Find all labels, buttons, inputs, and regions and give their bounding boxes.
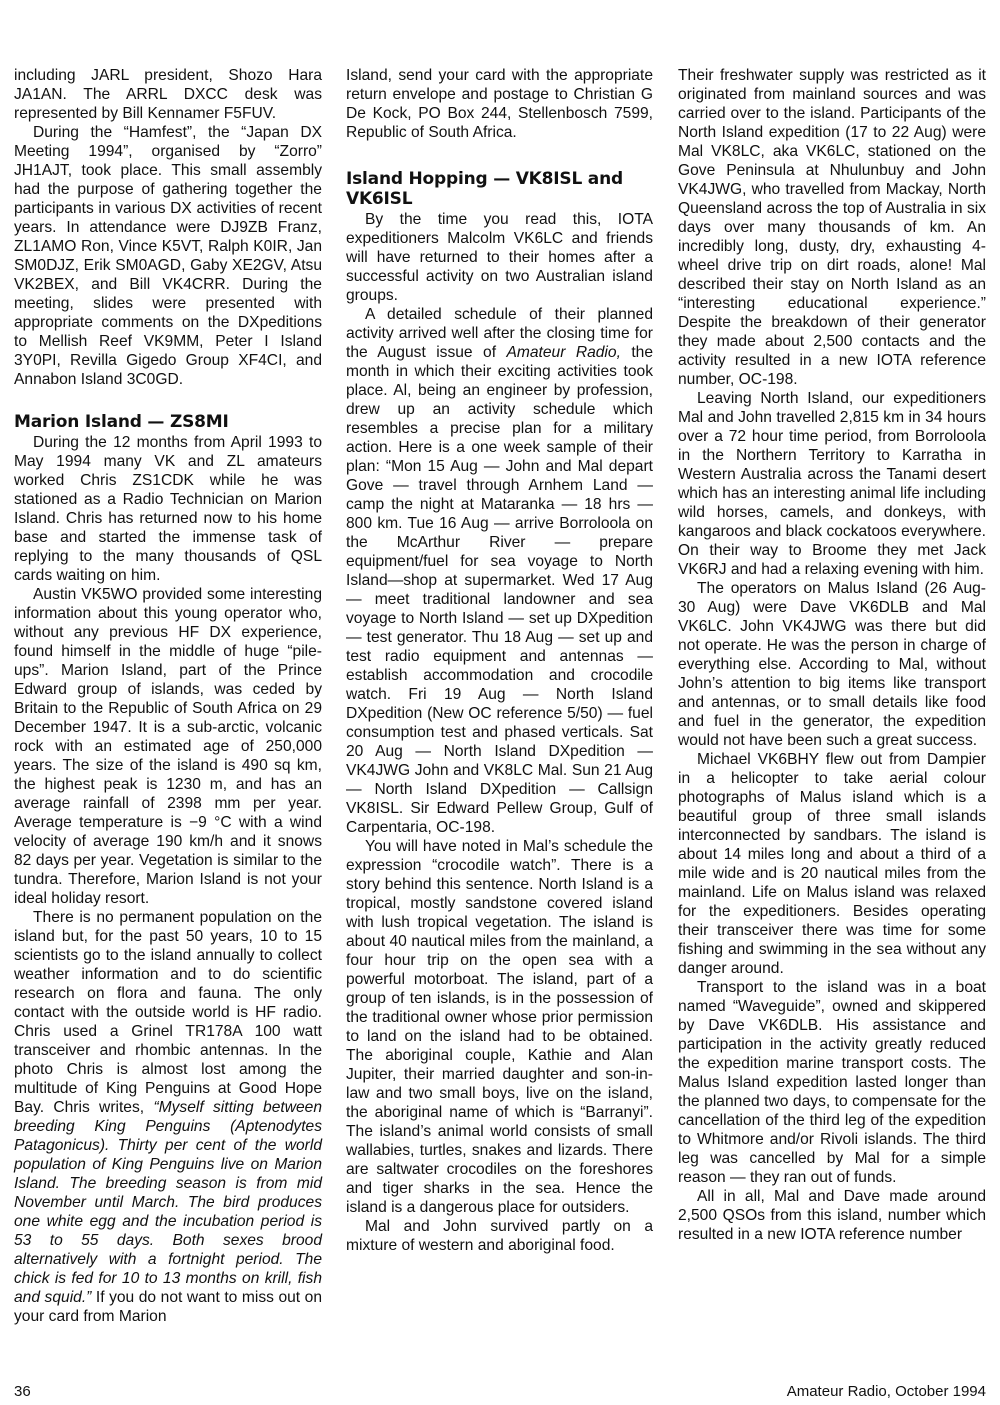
text-run: There is no permanent population on the island but, for the past 50 years, 10 to 15 scientists go to the island annually to collect weather information and to do scientific research on flora and fauna. The only contact with the outside world is HF radio. Chris used a Grinel TR178A 100 watt transceiver and rhombic antennas. In the photo Chris is almost lost among the multitude of King Penguins at Good Hope Bay. Chris writes, bbox=[14, 909, 322, 1116]
paragraph: Their freshwater supply was restricted as it originated from mainland sources and was carried over to the island. Participants of the North Island expedition (17 to 22 Aug) were Mal VK8LC, aka VK6LC, stationed on the Gove Peninsula at Nhulunbuy and John VK4JWG, who travelled from Mackay, North Queensland across the top of Australia in six days over many thousands of km. An incredibly long, dusty, dry, exhausting 4-wheel drive trip on dirt roads, alone! Mal described their stay on North Island as an “interesting educational experience.” Despite the breakdown of their generator they made about 2,500 contacts and the activity resulted in a new IOTA reference number, OC-198. bbox=[678, 67, 986, 388]
column-1 bbox=[14, 66, 322, 1326]
paragraph: All in all, Mal and Dave made around 2,500 QSOs from this island, number which resulted in a new IOTA reference number bbox=[678, 1188, 986, 1243]
paragraph: During the “Hamfest”, the “Japan DX Meeting 1994”, organised by “Zorro” JH1AJT, took place. This small assembly had the purpose of gathering together the participants in various DX activities of recent years. In attendance were DJ9ZB Franz, ZL1AMO Ron, Vince K5VT, Ralph K0IR, Jan SM0DJZ, Erik SM0AGD, Gaby XE2GV, Atsu VK2BEX, and Bill VK4CRR. During the meeting, slides were presented with appropriate comments on the DXpeditions to Mellish Reef VK9MM, Peter I Island 3Y0PI, Revilla Gigedo Group XF4CI, and Annabon Island 3C0GD. bbox=[14, 124, 322, 388]
quote-italic: “Myself sitting between breeding King Penguins (Aptenodytes Patagonicus). Thirty per cent of the world population of King Penguins live on Marion Island. The breeding season is from mid November until March. The bird produces one white egg and the incubation period is 53 to 55 days. Both sexes brood alternatively with a fortnight period. The chick is fed for 10 to 13 months on krill, fish and squid.” bbox=[14, 1099, 323, 1306]
page-number: 36 bbox=[14, 1383, 31, 1400]
paragraph: By the time you read this, IOTA expeditioners Malcolm VK6LC and friends will have returned to their homes after a successful activity on two Australian island groups. bbox=[346, 211, 653, 304]
paragraph: During the 12 months from April 1993 to May 1994 many VK and ZL amateurs worked Chris ZS1CDK while he was stationed as a Radio Technician on Marion Island. Chris has returned now to his home base and started the immense task of replying to the many thousands of QSL cards waiting on him. bbox=[14, 434, 322, 584]
magazine-title-italic: Amateur Radio, bbox=[506, 344, 621, 361]
publication-footer: Amateur Radio, October 1994 bbox=[786, 1383, 986, 1400]
paragraph: Leaving North Island, our expeditioners Mal and John travelled 2,815 km in 34 hours over a 72 hour time period, from Borroloola in the Northern Territory to Karratha in Western Australia across the Tanami desert which has an interesting animal life including wild horses, camels, and donkeys, with kangaroos and black cockatoos everywhere. On their way to Broome they met Jack VK6RJ and had a relaxing evening with him. bbox=[678, 390, 986, 578]
column-3 bbox=[678, 66, 986, 1244]
paragraph: including JARL president, Shozo Hara JA1AN. The ARRL DXCC desk was represented by Bill Kennamer F5FUV. bbox=[14, 67, 322, 122]
paragraph: Mal and John survived partly on a mixture of western and aboriginal food. bbox=[346, 1218, 653, 1254]
paragraph: Austin VK5WO provided some interesting information about this young operator who, without any previous HF DX experience, found himself in the middle of huge “pile-ups”. Marion Island, part of the Prince Edward group of islands, was ceded by Britain to the Republic of South Africa on 29 December 1947. It is a sub-arctic, volcanic rock with an estimated age of 250,000 years. The size of the island is 490 sq km, the highest peak is 1230 m, and has an average rainfall of 2398 mm per year. Average temperature is −9 °C with a wind velocity of average 190 km/h and it snows 82 days per year. Vegetation is similar to the tundra. Therefore, Marion Island is not your ideal holiday resort. bbox=[14, 586, 322, 907]
paragraph: Michael VK6BHY flew out from Dampier in a helicopter to take aerial colour photographs of Malus island which is a beautiful group of three small islands interconnected by sandbars. The island is about 14 miles long and about a third of a mile wide and is 20 nautical miles from the mainland. Life on Malus island was relaxed for the expeditioners. Besides operating their transceiver there was time for some fishing and swimming in the sea without any danger around. bbox=[678, 751, 986, 977]
column-2 bbox=[346, 66, 653, 1255]
paragraph bbox=[346, 305, 653, 837]
paragraph: The operators on Malus Island (26 Aug-30 Aug) were Dave VK6DLB and Mal VK6LC. John VK4JWG was there but did not operate. He was the person in charge of everything else. According to Mal, without John’s attention to big items like transport and antennas, or to small details like food and fuel in the generator, the expedition would not have been such a great success. bbox=[678, 580, 986, 749]
text-run: A detailed schedule of their planned activity arrived well after the closing time for the August issue of bbox=[346, 306, 653, 361]
section-heading-island-hopping: Island Hopping — VK8ISL and VK6ISL bbox=[346, 169, 623, 209]
paragraph: You will have noted in Mal’s schedule the expression “crocodile watch”. There is a story behind this sentence. North Island is a tropical, mostly sandstone covered island with lush tropical vegetation. The island is about 40 nautical miles from the mainland, a four hour trip on the open sea with a powerful motorboat. The island, part of a group of ten islands, is in the possession of the traditional owner whose prior permission to land on the island had to be obtained. The aboriginal couple, Kathie and Alan Jupiter, their married daughter and son-in-law and two small boys, live on the island, the aboriginal name of which is “Barranyi”. The island’s animal world consists of small wallabies, turtles, snakes and lizards. There are saltwater crocodiles on the foreshores and tiger sharks in the sea. Hence the island is a dangerous place for outsiders. bbox=[346, 838, 653, 1216]
text-run: If you do not want to miss out on your card from Marion bbox=[14, 1289, 322, 1325]
paragraph: Island, send your card with the appropriate return envelope and postage to Christian G De Kock, PO Box 244, Stellenbosch 7599, Republic of South Africa. bbox=[346, 67, 653, 141]
paragraph: Transport to the island was in a boat named “Waveguide”, owned and skippered by Dave VK6DLB. His assistance and participation in the activity greatly reduced the expedition marine transport costs. The Malus Island expedition lasted longer than the planned two days, to compensate for the cancellation of the third leg of the expedition to Whitmore and/or Rivoli islands. The third leg was cancelled by Mal for a simple reason — they ran out of funds. bbox=[678, 979, 986, 1186]
paragraph bbox=[14, 908, 322, 1326]
text-run: the month in which their exciting activities took place. Al, being an engineer by profession, drew up an activity schedule which resembles a precise plan for a military action. Here is a one week sample of their plan: “Mon 15 Aug — John and Mal depart Gove — travel through Arnhem Land — camp the night at Mataranka — 18 hrs — 800 km. Tue 16 Aug — arrive Borroloola on the McArthur River — prepare equipment/fuel for sea voyage to North Island—shop at supermarket. Wed 17 Aug — meet traditional landowner and sea voyage to North Island — set up DXpedition — test generator. Thu 18 Aug — set up and test radio equipment and antennas — establish accommodation and crocodile watch. Fri 19 Aug — North Island DXpedition (New OC reference 5/50) — fuel consumption test and phased verticals. Sat 20 Aug — North Island DXpedition — VK4JWG John and VK8LC Mal. Sun 21 Aug — North Island DXpedition — Callsign VK8ISL. Sir Edward Pellew Group, Gulf of Carpentaria, OC-198. bbox=[346, 344, 654, 836]
section-heading-marion-island: Marion Island — ZS8MI bbox=[14, 412, 229, 432]
